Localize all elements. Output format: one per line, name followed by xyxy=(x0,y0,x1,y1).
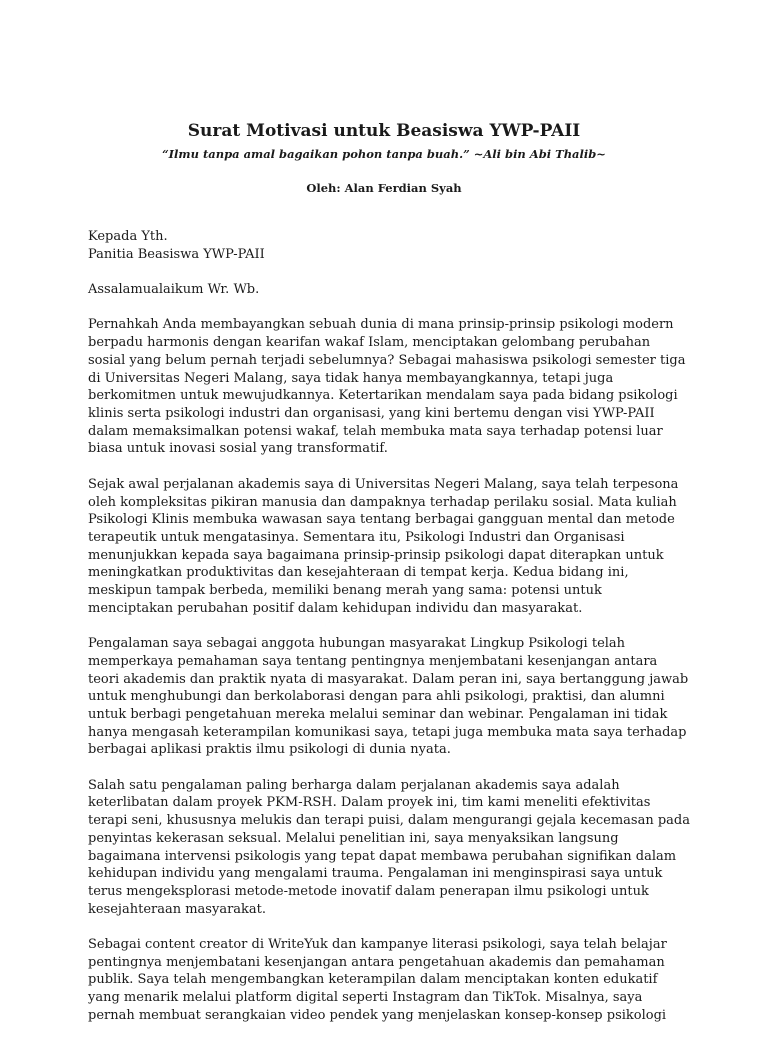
paragraph-line: publik. Saya telah mengembangkan keterampilan dalam menciptakan konten edukatif xyxy=(88,972,658,988)
paragraph-line: bagaimana intervensi psikologis yang tepat dapat membawa perubahan signifikan dalam xyxy=(88,848,677,864)
paragraph-line: biasa untuk inovasi sosial yang transformatif. xyxy=(88,441,388,457)
paragraph-line: dalam memaksimalkan potensi wakaf, telah membuka mata saya terhadap potensi luar xyxy=(88,423,663,439)
paragraph-line: sosial yang belum pernah terjadi sebelumnya? Sebagai mahasiswa psikologi semester tiga xyxy=(88,352,686,368)
author-line: Oleh: Alan Ferdian Syah xyxy=(306,181,462,195)
paragraph-line: Psikologi Klinis membuka wawasan saya tentang berbagai gangguan mental dan metode xyxy=(88,512,675,528)
recipient-line-2: Panitia Beasiswa YWP-PAII xyxy=(88,246,265,262)
greeting: Assalamualaikum Wr. Wb. xyxy=(88,282,260,298)
paragraph-line: menciptakan perubahan positif dalam kehidupan individu dan masyarakat. xyxy=(88,600,583,616)
body-paragraph xyxy=(88,476,688,618)
letter-body xyxy=(88,228,691,1042)
paragraph-line: berpadu harmonis dengan kearifan wakaf Islam, menciptakan gelombang perubahan xyxy=(88,335,651,351)
paragraph-line: pernah membuat serangkaian video pendek yang menjelaskan konsep-konsep psikologi xyxy=(88,1007,667,1023)
paragraphs xyxy=(88,316,691,1024)
paragraph-line: Sebagai content creator di WriteYuk dan kampanye literasi psikologi, saya telah belajar xyxy=(88,937,667,953)
body-paragraph xyxy=(88,936,688,1025)
paragraph-line: penyintas kekerasan seksual. Melalui penelitian ini, saya menyaksikan langsung xyxy=(88,830,619,846)
document-title: Surat Motivasi untuk Beasiswa YWP-PAII xyxy=(187,121,581,141)
paragraph-line: Salah satu pengalaman paling berharga dalam perjalanan akademis saya adalah xyxy=(88,777,620,793)
paragraph-line: oleh kompleksitas pikiran manusia dan dampaknya terhadap perilaku sosial. Mata kuliah xyxy=(88,494,677,510)
paragraph-line: meskipun tampak berbeda, memiliki benang merah yang sama: potensi untuk xyxy=(88,583,602,599)
recipient-line-1: Kepada Yth. xyxy=(88,229,168,244)
paragraph-line: keterlibatan dalam proyek PKM-RSH. Dalam proyek ini, tim kami meneliti efektivitas xyxy=(88,795,651,811)
paragraph-line: menunjukkan kepada saya bagaimana prinsip-prinsip psikologi dapat diterapkan untuk xyxy=(88,547,664,563)
paragraph-line: yang menarik melalui platform digital seperti Instagram dan TikTok. Misalnya, saya xyxy=(88,990,643,1006)
paragraph-line: teori akademis dan praktik nyata di masyarakat. Dalam peran ini, saya bertanggung jawab xyxy=(88,671,689,687)
paragraph-line: untuk menghubungi dan berkolaborasi dengan para ahli psikologi, praktisi, dan alumni xyxy=(88,689,665,705)
body-paragraph xyxy=(88,777,691,919)
paragraph-line: terapeutik untuk mengatasinya. Sementara itu, Psikologi Industri dan Organisasi xyxy=(88,529,625,545)
paragraph-line: kesejahteraan masyarakat. xyxy=(88,901,267,917)
paragraph-line: di Universitas Negeri Malang, saya tidak hanya membayangkannya, tetapi juga xyxy=(88,370,614,386)
paragraph-line: berkomitmen untuk mewujudkannya. Ketertarikan mendalam saya pada bidang psikologi xyxy=(88,388,678,404)
paragraph-line: terapi seni, khususnya melukis dan terapi puisi, dalam mengurangi gejala kecemasan pada xyxy=(88,813,691,829)
epigraph-quote: “Ilmu tanpa amal bagaikan pohon tanpa buah.” ~Ali bin Abi Thalib~ xyxy=(162,147,606,161)
paragraph-line: kehidupan individu yang mengalami trauma. Pengalaman ini menginspirasi saya untuk xyxy=(88,866,663,882)
body-paragraph xyxy=(88,316,688,458)
paragraph-line: pentingnya menjembatani kesenjangan antara pengetahuan akademis dan pemahaman xyxy=(88,954,665,970)
paragraph-line: untuk berbagi pengetahuan mereka melalui seminar dan webinar. Pengalaman ini tidak xyxy=(88,706,668,722)
paragraph-line: berbagai aplikasi praktis ilmu psikologi di dunia nyata. xyxy=(88,742,451,758)
paragraph-line: memperkaya pemahaman saya tentang pentingnya menjembatani kesenjangan antara xyxy=(88,653,658,669)
paragraph-line: Sejak awal perjalanan akademis saya di Universitas Negeri Malang, saya telah terpesona xyxy=(88,476,679,492)
paragraph-line: hanya mengasah keterampilan komunikasi saya, tetapi juga membuka mata saya terhadap xyxy=(88,724,687,740)
body-paragraph xyxy=(88,635,688,759)
paragraph-line: klinis serta psikologi industri dan organisasi, yang kini bertemu dengan visi YWP-PAII xyxy=(88,406,655,421)
paragraph-line: meningkatkan produktivitas dan kesejahteraan di tempat kerja. Kedua bidang ini, xyxy=(88,565,629,581)
paragraph-line: Pengalaman saya sebagai anggota hubungan masyarakat Lingkup Psikologi telah xyxy=(88,636,626,652)
paragraph-line: terus mengeksplorasi metode-metode inovatif dalam penerapan ilmu psikologi untuk xyxy=(88,883,649,899)
paragraph-line: Pernahkah Anda membayangkan sebuah dunia di mana prinsip-prinsip psikologi modern xyxy=(88,317,674,333)
